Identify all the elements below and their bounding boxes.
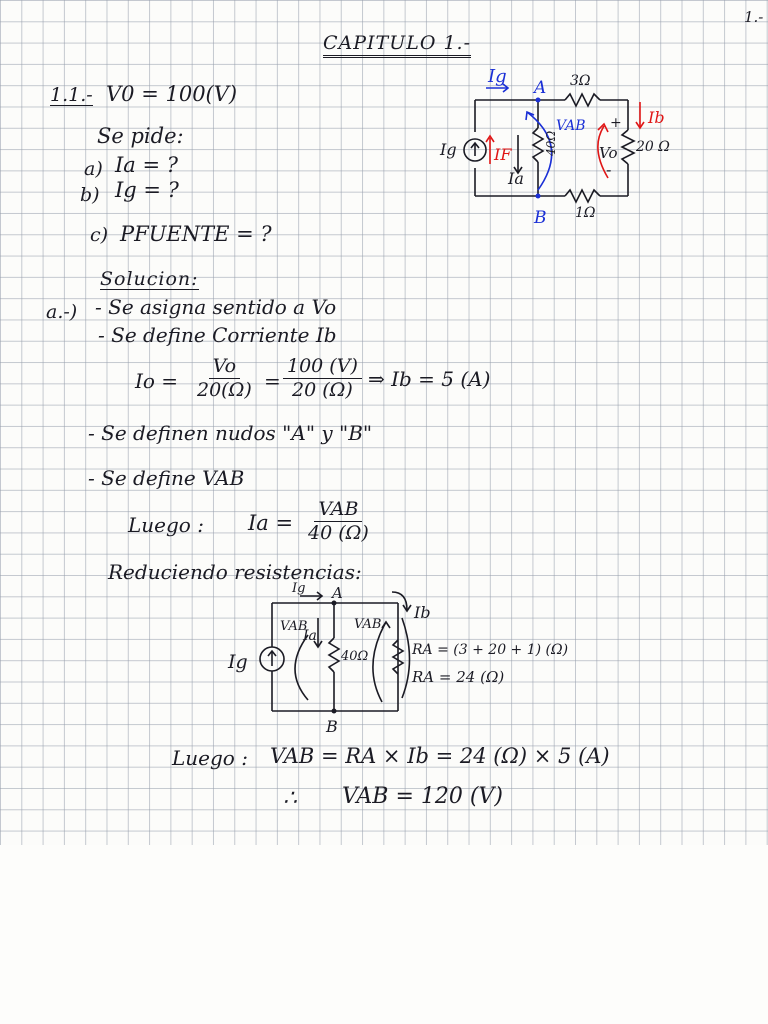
c2-ra-sum-label: RA = (3 + 20 + 1) (Ω): [412, 642, 569, 658]
eq-io-num-1: Vo: [209, 357, 240, 379]
item-b-text: Ig = ?: [115, 178, 179, 202]
eq-io-den-1: 20(Ω): [197, 379, 252, 401]
eq-io-lhs: Io =: [135, 369, 179, 393]
item-c-text: PFUENTE = ?: [120, 222, 272, 246]
solution-heading: Solucion:: [100, 268, 199, 290]
luego-2-label: Luego :: [172, 746, 248, 770]
solution-step-3: - Se definen nudos "A" y "B": [88, 421, 373, 445]
eq-io-result: ⇒ Ib = 5 (A): [368, 367, 491, 391]
solution-step-1: - Se asigna sentido a Vo: [95, 295, 337, 319]
ia-frac-den: 40 (Ω): [308, 522, 369, 544]
eq-io-den-2: 20 (Ω): [292, 379, 353, 401]
item-c-label: c): [90, 224, 109, 246]
item-a-text: Ia = ?: [115, 153, 179, 177]
therefore-symbol: ∴: [283, 786, 297, 811]
c1-r-mid-label: 40Ω: [544, 130, 558, 156]
eq-io-equals: =: [264, 369, 281, 393]
c2-node-a-label: A: [332, 584, 343, 602]
ia-frac-num: VAB: [314, 500, 362, 522]
c1-r-right-label: 20 Ω: [636, 139, 670, 155]
c1-ia-label: Ia: [508, 169, 524, 188]
c1-vo-label: Vo: [599, 144, 618, 162]
c2-node-b-label: B: [326, 717, 338, 736]
item-a-label: a): [84, 158, 103, 180]
c2-vab-right-label: VAB: [354, 617, 382, 632]
c2-source-label: Ig: [228, 651, 248, 673]
c1-plus-label: +: [610, 115, 622, 131]
eq-io-frac-1: [197, 357, 252, 400]
c2-ib-label: Ib: [414, 603, 431, 622]
c2-ig-top-label: Ig: [292, 581, 306, 596]
final-equation-2: VAB = 120 (V): [342, 784, 503, 809]
c1-source-label: Ig: [440, 140, 457, 159]
item-b-label: b): [80, 184, 100, 206]
solution-step-4: - Se define VAB: [88, 466, 245, 490]
solution-part-label: a.-): [46, 301, 78, 323]
c1-if-label: IF: [494, 145, 512, 164]
problem-number: 1.1.-: [50, 84, 93, 106]
c1-node-a-label: A: [534, 78, 547, 98]
c2-ia-label: Ia: [303, 628, 317, 644]
luego-1-label: Luego :: [128, 513, 204, 537]
eq-io-frac-2: [283, 357, 362, 400]
c2-ra-value-label: RA = 24 (Ω): [412, 668, 505, 686]
eq-io-num-2: 100 (V): [283, 357, 362, 379]
c1-minus-label: -: [606, 160, 612, 179]
c1-node-b-label: B: [534, 208, 547, 228]
c1-r-top-label: 3Ω: [570, 73, 591, 89]
c1-ig-top-label: Ig: [488, 66, 507, 87]
given-voltage: V0 = 100(V): [106, 82, 238, 106]
se-pide-label: Se pide:: [97, 124, 184, 148]
c1-vab-label: VAB: [556, 118, 586, 134]
c1-ib-label: Ib: [648, 108, 665, 127]
page-title: CAPITULO 1.-: [323, 34, 471, 58]
circuit-diagram-2: [222, 580, 582, 740]
ia-fraction: [308, 500, 369, 543]
page-number: 1.-: [744, 8, 764, 26]
c1-r-bottom-label: 1Ω: [575, 205, 596, 221]
circuit-diagram-1: [430, 60, 690, 235]
luego-1-lhs: Ia =: [248, 511, 294, 535]
c2-r-mid-label: 40Ω: [341, 649, 369, 664]
c2-vab-left-label: VAB: [280, 619, 308, 634]
reduciendo-label: Reduciendo resistencias:: [108, 560, 362, 584]
final-equation-1: VAB = RA × Ib = 24 (Ω) × 5 (A): [270, 744, 610, 768]
solution-step-2: - Se define Corriente Ib: [98, 323, 337, 347]
